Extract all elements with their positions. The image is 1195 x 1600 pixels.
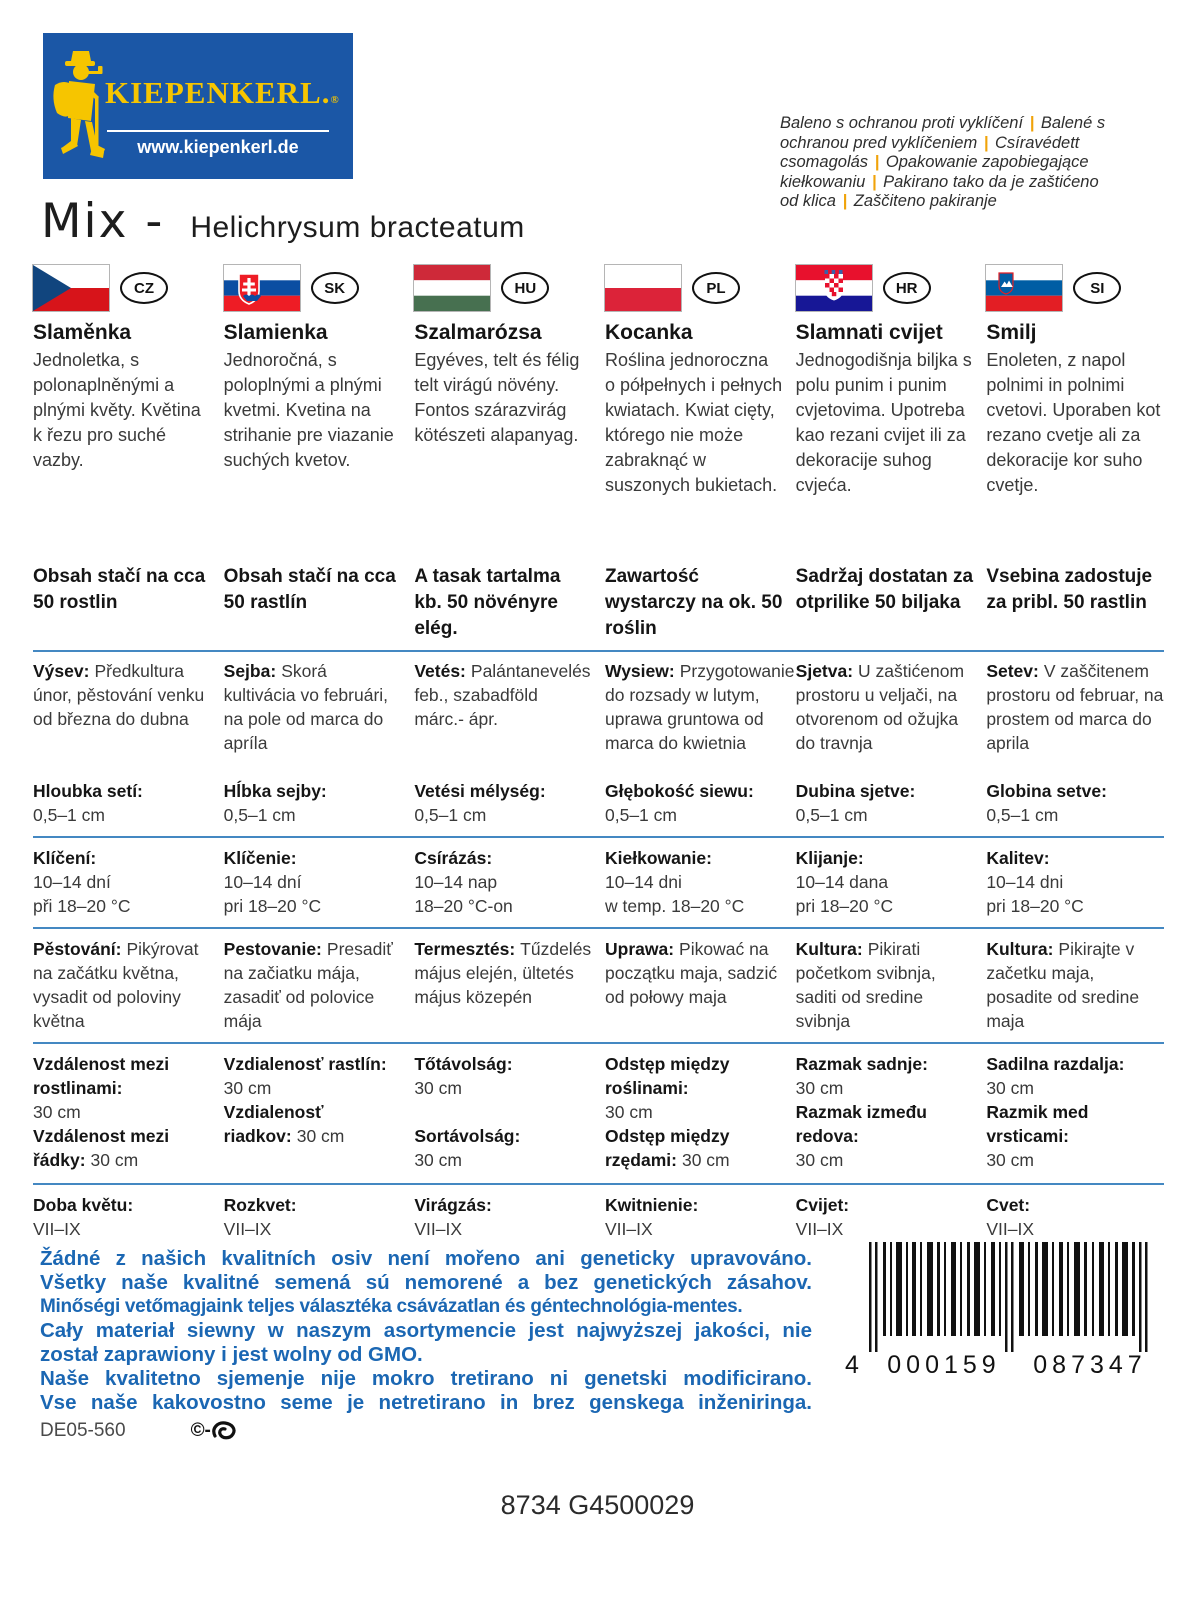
country-flag-icon bbox=[33, 265, 109, 311]
culture-cell bbox=[796, 937, 974, 1033]
plant-distance-value: 30 cm bbox=[795, 1078, 844, 1098]
depth-label: Dubina sjetve: bbox=[795, 781, 916, 801]
flowering-label: Virágzás: bbox=[414, 1195, 492, 1215]
sowing-text: U zaštićenom prostoru u veljači, na otvorenom od ožujka do travnja bbox=[795, 661, 965, 753]
plant-distance-value: 30 cm bbox=[986, 1078, 1034, 1098]
flowering-label: Rozkvet: bbox=[223, 1195, 297, 1215]
culture-text: Pikirati početkom svibnja, saditi od sredine svibnja bbox=[795, 939, 936, 1031]
depth-value: 0,5–1 cm bbox=[33, 805, 105, 825]
sowing-depth-cell bbox=[33, 779, 211, 827]
germination-duration: 10–14 dní bbox=[223, 872, 302, 892]
country-flag-icon bbox=[414, 265, 490, 311]
sowing-depth-cell bbox=[224, 779, 402, 827]
flowering-value: VII–IX bbox=[986, 1219, 1034, 1239]
plant-distance bbox=[796, 1052, 974, 1100]
content-amount-cell: Obsah stačí na cca 50 rastlín bbox=[223, 566, 396, 613]
germination-cell bbox=[986, 846, 1164, 918]
depth-label: Głębokość siewu: bbox=[605, 781, 754, 801]
recycling-symbol-icon bbox=[212, 1421, 238, 1441]
row-distance-value: 30 cm bbox=[986, 1150, 1034, 1170]
language-code-badge: CZ bbox=[120, 272, 168, 304]
germination-duration: 10–14 dni bbox=[986, 872, 1064, 892]
flowering-cell bbox=[414, 1193, 592, 1241]
row-distance bbox=[605, 1124, 783, 1172]
row-sowing bbox=[33, 652, 1164, 779]
depth-value: 0,5–1 cm bbox=[986, 805, 1059, 825]
germination-cell bbox=[605, 846, 783, 918]
plant-distance-value: 30 cm bbox=[223, 1078, 272, 1098]
distance-cell bbox=[986, 1052, 1164, 1172]
germination-duration: 10–14 dní bbox=[33, 872, 111, 892]
brand-website: www.kiepenkerl.de bbox=[137, 137, 299, 157]
content-amount-cell: A tasak tartalma kb. 50 növényre elég. bbox=[414, 566, 561, 639]
sowing-text: Palántanevelés feb., szabadföld márc.- ápr. bbox=[414, 661, 591, 729]
content-amount-cell: Sadržaj dostatan za otprilike 50 biljaka bbox=[795, 566, 974, 613]
row-culture bbox=[33, 929, 1164, 1044]
distance-cell bbox=[33, 1052, 211, 1172]
quality-note-hu: Minőségi vetőmagjaink teljes választéka csávázatlan és géntechnológia-mentes. bbox=[40, 1296, 743, 1317]
flowering-label: Kwitnienie: bbox=[605, 1195, 699, 1215]
content-amount-cell: Zawartość wystarczy na ok. 50 roślin bbox=[605, 566, 783, 639]
sowing-cell bbox=[605, 659, 795, 779]
plant-distance-label: Tőtávolság: bbox=[414, 1054, 513, 1074]
barcode-bars-icon bbox=[845, 1240, 1163, 1358]
row-sowing-depth bbox=[33, 779, 1164, 838]
plant-common-name: Smilj bbox=[986, 321, 1037, 344]
row-distance bbox=[33, 1124, 211, 1172]
depth-label: Globina setve: bbox=[986, 781, 1107, 801]
barcode-lead-digit: 4 bbox=[845, 1351, 859, 1379]
distance-cell bbox=[796, 1052, 974, 1172]
distance-cell bbox=[605, 1052, 783, 1172]
sowing-depth-cell bbox=[796, 779, 974, 827]
row-distance-label: Vzdálenost mezi řádky: bbox=[33, 1126, 170, 1170]
quality-note-cz: Žádné z našich kvalitních osiv není mořeno ani geneticky upravováno. bbox=[40, 1247, 812, 1270]
language-code-badge: HR bbox=[883, 272, 931, 304]
quality-notes bbox=[40, 1247, 812, 1415]
row-flowering bbox=[33, 1185, 1164, 1241]
plant-description: Enoleten, z napol polnimi in polnimi cvetovi. Uporaben kot rezano cvetje ali za dekoracije kor suho cvetje. bbox=[986, 350, 1161, 495]
germination-label: Kiełkowanie: bbox=[605, 848, 712, 868]
germination-label: Kalitev: bbox=[986, 848, 1050, 868]
flowering-cell bbox=[33, 1193, 211, 1241]
germination-temperature: pri 18–20 °C bbox=[223, 896, 322, 916]
flowering-label: Cvijet: bbox=[795, 1195, 850, 1215]
depth-value: 0,5–1 cm bbox=[605, 805, 677, 825]
sowing-text: V zaščitenem prostoru od februar, na prostem od marca do aprila bbox=[986, 661, 1164, 753]
notice-phrase: Baleno s ochranou proti vyklíčení bbox=[780, 114, 1024, 132]
flowering-cell bbox=[796, 1193, 974, 1241]
culture-text: Tűzdelés május elején, ültetés május közepén bbox=[414, 939, 592, 1007]
sowing-label: Výsev: bbox=[33, 661, 90, 681]
row-distance-value: 30 cm bbox=[414, 1150, 462, 1170]
sowing-depth-cell bbox=[414, 779, 592, 827]
content-amount-cell: Vsebina zadostuje za pribl. 50 rastlin bbox=[986, 566, 1153, 613]
language-intro-column bbox=[224, 264, 402, 498]
sowing-cell bbox=[33, 659, 211, 779]
notice-phrase: Balené s ochranou pred vyklíčeniem bbox=[780, 114, 1106, 152]
culture-label: Termesztés: bbox=[414, 939, 516, 959]
language-code-badge: SI bbox=[1073, 272, 1121, 304]
plant-distance-label: Vzdialenosť rastlín: bbox=[223, 1054, 387, 1074]
sowing-text: Skorá kultivácia vo februári, na pole od marca do apríla bbox=[223, 661, 389, 753]
quality-note-si: Vse naše kakovostno seme je netretirano in brez genskega inženiringa. bbox=[40, 1391, 812, 1414]
flowering-cell bbox=[605, 1193, 783, 1241]
article-code: DE05-560 bbox=[40, 1420, 126, 1441]
sowing-text: Przygotowanie do rozsady w lutym, uprawa gruntowa od marca do kwietnia bbox=[605, 661, 795, 753]
culture-label: Pestovanie: bbox=[223, 939, 322, 959]
sowing-cell bbox=[796, 659, 974, 779]
germination-cell bbox=[796, 846, 974, 918]
brand-wordmark: KIEPENKERL.® bbox=[105, 75, 340, 110]
language-intro-column bbox=[986, 264, 1164, 498]
ean-barcode bbox=[845, 1240, 1163, 1380]
germination-label: Klijanje: bbox=[795, 848, 864, 868]
barcode-right-group: 087347 bbox=[1033, 1351, 1147, 1379]
flowering-cell bbox=[986, 1193, 1164, 1241]
plant-distance bbox=[986, 1052, 1164, 1100]
spec-table bbox=[33, 558, 1164, 1241]
germination-label: Klíčení: bbox=[33, 848, 97, 868]
logo-divider bbox=[107, 130, 329, 132]
variety-name: Mix - bbox=[41, 194, 165, 249]
sowing-label: Sjetva: bbox=[795, 661, 854, 681]
depth-label: Hloubka setí: bbox=[33, 781, 143, 801]
country-flag-icon bbox=[986, 265, 1062, 311]
copyright-recycling-mark: ©- bbox=[191, 1420, 238, 1442]
flag-row bbox=[986, 264, 1164, 312]
germination-temperature: při 18–20 °C bbox=[33, 896, 131, 916]
sowing-label: Vetés: bbox=[414, 661, 466, 681]
distance-cell bbox=[414, 1052, 592, 1172]
notice-separator: | bbox=[1029, 114, 1035, 132]
botanical-name: Helichrysum bracteatum bbox=[190, 211, 525, 244]
language-intro-column bbox=[605, 264, 783, 498]
row-distance bbox=[796, 1100, 974, 1172]
germination-label: Klíčenie: bbox=[223, 848, 297, 868]
row-distance-value: 30 cm bbox=[681, 1150, 730, 1170]
flowering-value: VII–IX bbox=[33, 1219, 81, 1239]
country-flag-icon bbox=[224, 265, 300, 311]
language-code-badge: HU bbox=[501, 272, 549, 304]
language-intro-grid bbox=[33, 264, 1164, 498]
language-intro-column bbox=[796, 264, 974, 498]
plant-distance-value: 30 cm bbox=[414, 1078, 462, 1098]
row-germination bbox=[33, 838, 1164, 929]
quality-note-sk: Všetky naše kvalitné semená sú nemorené a bez genetických zásahov. bbox=[40, 1271, 812, 1294]
row-distance-label: Vzdialenosť riadkov: bbox=[223, 1102, 324, 1146]
plant-distance-value: 30 cm bbox=[605, 1102, 653, 1122]
plant-common-name: Szalmarózsa bbox=[414, 321, 542, 344]
plant-common-name: Slamnati cvijet bbox=[795, 321, 943, 344]
plant-distance-label: Odstęp między roślinami: bbox=[605, 1054, 730, 1098]
country-flag-icon bbox=[605, 265, 681, 311]
flowering-value: VII–IX bbox=[414, 1219, 462, 1239]
plant-distance-label: Vzdálenost mezi rostlinami: bbox=[33, 1054, 170, 1098]
germination-duration: 10–14 dni bbox=[605, 872, 682, 892]
culture-label: Kultura: bbox=[986, 939, 1054, 959]
germination-cell bbox=[414, 846, 592, 918]
plant-distance-label: Razmak sadnje: bbox=[795, 1054, 928, 1074]
distance-cell bbox=[224, 1052, 402, 1172]
language-code-badge: SK bbox=[311, 272, 359, 304]
row-distance bbox=[224, 1100, 402, 1148]
plant-distance bbox=[605, 1052, 783, 1124]
flag-row bbox=[796, 264, 974, 312]
culture-cell bbox=[414, 937, 592, 1033]
registered-trademark-icon: ® bbox=[330, 94, 340, 106]
flowering-value: VII–IX bbox=[795, 1219, 844, 1239]
culture-cell bbox=[605, 937, 783, 1033]
culture-text: Presadiť na začiatku mája, zasadiť od polovice mája bbox=[223, 939, 393, 1031]
depth-label: Vetési mélység: bbox=[414, 781, 546, 801]
notice-separator: | bbox=[874, 153, 880, 171]
flowering-value: VII–IX bbox=[605, 1219, 653, 1239]
sowing-label: Wysiew: bbox=[605, 661, 675, 681]
plant-common-name: Slamienka bbox=[223, 321, 328, 344]
notice-separator: | bbox=[983, 133, 989, 152]
row-distance-label: Razmak između redova: bbox=[795, 1102, 927, 1146]
sowing-depth-cell bbox=[605, 779, 783, 827]
plant-distance bbox=[414, 1052, 592, 1100]
sowing-cell bbox=[224, 659, 402, 779]
plant-distance-value: 30 cm bbox=[33, 1102, 81, 1122]
kiepenkerl-logo bbox=[43, 33, 353, 179]
content-amount-cell: Obsah stačí na cca 50 rostlin bbox=[33, 566, 206, 613]
depth-value: 0,5–1 cm bbox=[223, 805, 296, 825]
row-content-amount bbox=[33, 558, 1164, 652]
notice-phrase: Csíravédett csomagolás bbox=[780, 133, 1080, 171]
kiepenkerl-man-icon bbox=[51, 49, 105, 165]
plant-distance-label: Sadilna razdalja: bbox=[986, 1054, 1125, 1074]
row-distance bbox=[986, 1100, 1164, 1172]
culture-cell bbox=[33, 937, 211, 1033]
sowing-depth-cell bbox=[986, 779, 1164, 827]
culture-text: Pikirajte v začetku maja, posadite od sredine maja bbox=[986, 939, 1140, 1031]
plant-description: Egyéves, telt és félig telt virágú növény. Fontos szárazvirág kötészeti alapanyag. bbox=[414, 350, 580, 445]
language-code-badge: PL bbox=[692, 272, 740, 304]
flag-row bbox=[224, 264, 402, 312]
flowering-cell bbox=[224, 1193, 402, 1241]
culture-text: Pikýrovat na začátku května, vysadit od poloviny května bbox=[33, 939, 199, 1031]
depth-value: 0,5–1 cm bbox=[795, 805, 868, 825]
plant-distance bbox=[33, 1052, 211, 1124]
depth-value: 0,5–1 cm bbox=[414, 805, 487, 825]
germination-temperature: pri 18–20 °C bbox=[795, 896, 894, 916]
culture-label: Uprawa: bbox=[605, 939, 675, 959]
germination-duration: 10–14 dana bbox=[795, 872, 889, 892]
germination-temperature: 18–20 °C-on bbox=[414, 896, 513, 916]
culture-cell bbox=[224, 937, 402, 1033]
footer-codes bbox=[40, 1420, 238, 1442]
row-distance-value: 30 cm bbox=[296, 1126, 345, 1146]
notice-separator: | bbox=[871, 172, 877, 191]
flowering-label: Cvet: bbox=[986, 1195, 1031, 1215]
plant-distance bbox=[224, 1052, 402, 1100]
plant-description: Roślina jednoroczna o półpełnych i pełnych kwiatach. Kwiat cięty, którego nie może zabraknąć w suszonych bukietach. bbox=[605, 350, 783, 495]
notice-phrase: Zaščiteno pakiranje bbox=[853, 192, 997, 210]
plant-common-name: Slaměnka bbox=[33, 321, 132, 344]
flag-row bbox=[33, 264, 211, 312]
row-distance-label: Odstęp między rzędami: bbox=[605, 1126, 730, 1170]
row-distances bbox=[33, 1044, 1164, 1185]
sowing-cell bbox=[414, 659, 592, 779]
notice-separator: | bbox=[842, 192, 848, 210]
germination-temperature: pri 18–20 °C bbox=[986, 896, 1084, 916]
notice-phrase: Pakirano tako da je zaštićeno od klica bbox=[780, 172, 1099, 210]
plant-description: Jednogodišnja biljka s polu punim i punim cvjetovima. Upotreba kao rezani cvijet ili za dekoracije suhog cvjeća. bbox=[795, 350, 972, 495]
language-intro-column bbox=[33, 264, 211, 498]
germination-temperature: w temp. 18–20 °C bbox=[605, 896, 745, 916]
culture-cell bbox=[986, 937, 1164, 1033]
flowering-value: VII–IX bbox=[223, 1219, 272, 1239]
flag-row bbox=[414, 264, 592, 312]
row-distance-value: 30 cm bbox=[795, 1150, 844, 1170]
batch-code: 8734 G4500029 bbox=[500, 1490, 695, 1520]
culture-label: Kultura: bbox=[795, 939, 863, 959]
flowering-label: Doba květu: bbox=[33, 1195, 134, 1215]
plant-description: Jednoletka, s polonaplněnými a plnými květy. Květina k řezu pro suché vazby. bbox=[33, 350, 201, 470]
row-distance bbox=[414, 1124, 592, 1172]
culture-text: Pikować na początku maja, sadzić od połowy maja bbox=[605, 939, 778, 1007]
protection-notice bbox=[780, 114, 1114, 212]
row-distance-value: 30 cm bbox=[90, 1150, 139, 1170]
germination-cell bbox=[33, 846, 211, 918]
sowing-text: Předkultura únor, pěstování venku od března do dubna bbox=[33, 661, 205, 729]
germination-duration: 10–14 nap bbox=[414, 872, 498, 892]
plant-common-name: Kocanka bbox=[605, 321, 693, 344]
language-intro-column bbox=[414, 264, 592, 498]
flag-row bbox=[605, 264, 783, 312]
sowing-label: Sejba: bbox=[223, 661, 277, 681]
plant-description: Jednoročná, s poloplnými a plnými kvetmi. Kvetina na strihanie pre viazanie suchých kvetov. bbox=[223, 350, 394, 470]
culture-label: Pěstování: bbox=[33, 939, 122, 959]
barcode-digits bbox=[845, 1351, 1163, 1380]
page-title bbox=[41, 194, 525, 249]
germination-cell bbox=[224, 846, 402, 918]
notice-phrase: Opakowanie zapobiegające kiełkowaniu bbox=[780, 153, 1089, 191]
quality-note-pl: Cały materiał siewny w naszym asortymencie jest najwyższej jakości, nie został zaprawiony i jest wolny od GMO. bbox=[40, 1319, 812, 1366]
sowing-cell bbox=[986, 659, 1164, 779]
row-distance-label: Razmik med vrsticami: bbox=[986, 1102, 1089, 1146]
barcode-left-group: 000159 bbox=[887, 1351, 1001, 1379]
sowing-label: Setev: bbox=[986, 661, 1039, 681]
germination-label: Csírázás: bbox=[414, 848, 493, 868]
depth-label: Hĺbka sejby: bbox=[223, 781, 327, 801]
quality-note-hr: Naše kvalitetno sjemenje nije mokro tretirano ni genetski modificirano. bbox=[40, 1367, 812, 1390]
row-distance-label: Sortávolság: bbox=[414, 1126, 521, 1146]
country-flag-icon bbox=[796, 265, 872, 311]
